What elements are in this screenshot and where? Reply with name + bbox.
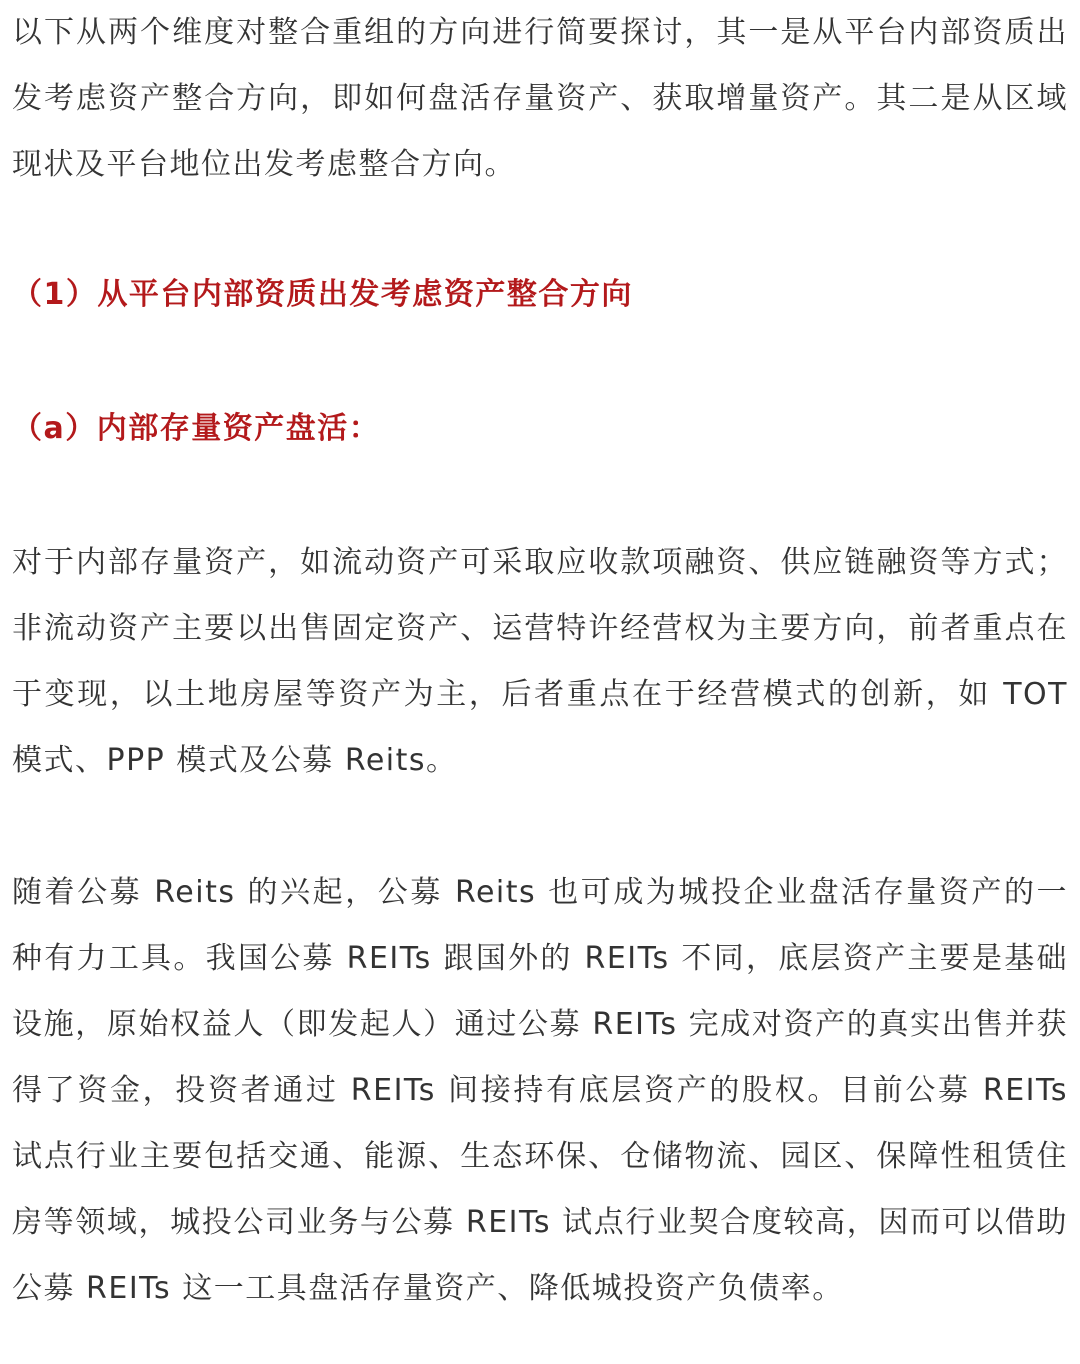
subsection-heading-a: （a）内部存量资产盘活： — [12, 411, 381, 446]
intro-paragraph: 以下从两个维度对整合重组的方向进行简要探讨，其一是从平台内部资质出发考虑资产整合方向，即如何盘活存量资产、获取增量资产。其二是从区域现状及平台地位出发考虑整合方向。 — [12, 15, 1068, 182]
stock-assets-paragraph: 对于内部存量资产，如流动资产可采取应收款项融资、供应链融资等方式；非流动资产主要以出售固定资产、运营特许经营权为主要方向，前者重点在于变现，以土地房屋等资产为主，后者重点在于经营模式的创新，如 TOT 模式、PPP 模式及公募 Reits。 — [12, 545, 1068, 778]
reits-paragraph: 随着公募 Reits 的兴起，公募 Reits 也可成为城投企业盘活存量资产的一种有力工具。我国公募 REITs 跟国外的 REITs 不同，底层资产主要是基础设施，原始权益人（即发起人）通过公募 REITs 完成对资产的真实出售并获得了资金，投资者通过 REITs 间接持有底层资产的股权。目前公募 REITs 试点行业主要包括交通、能源、生态环保、仓储物流、园区、保障性租赁住房等领域，城投公司业务与公募 REITs 试点行业契合度较高，因而可以借助公募 REITs 这一工具盘活存量资产、降低城投资产负债率。 — [12, 875, 1068, 1306]
section-heading-1: （1）从平台内部资质出发考虑资产整合方向 — [12, 277, 633, 312]
